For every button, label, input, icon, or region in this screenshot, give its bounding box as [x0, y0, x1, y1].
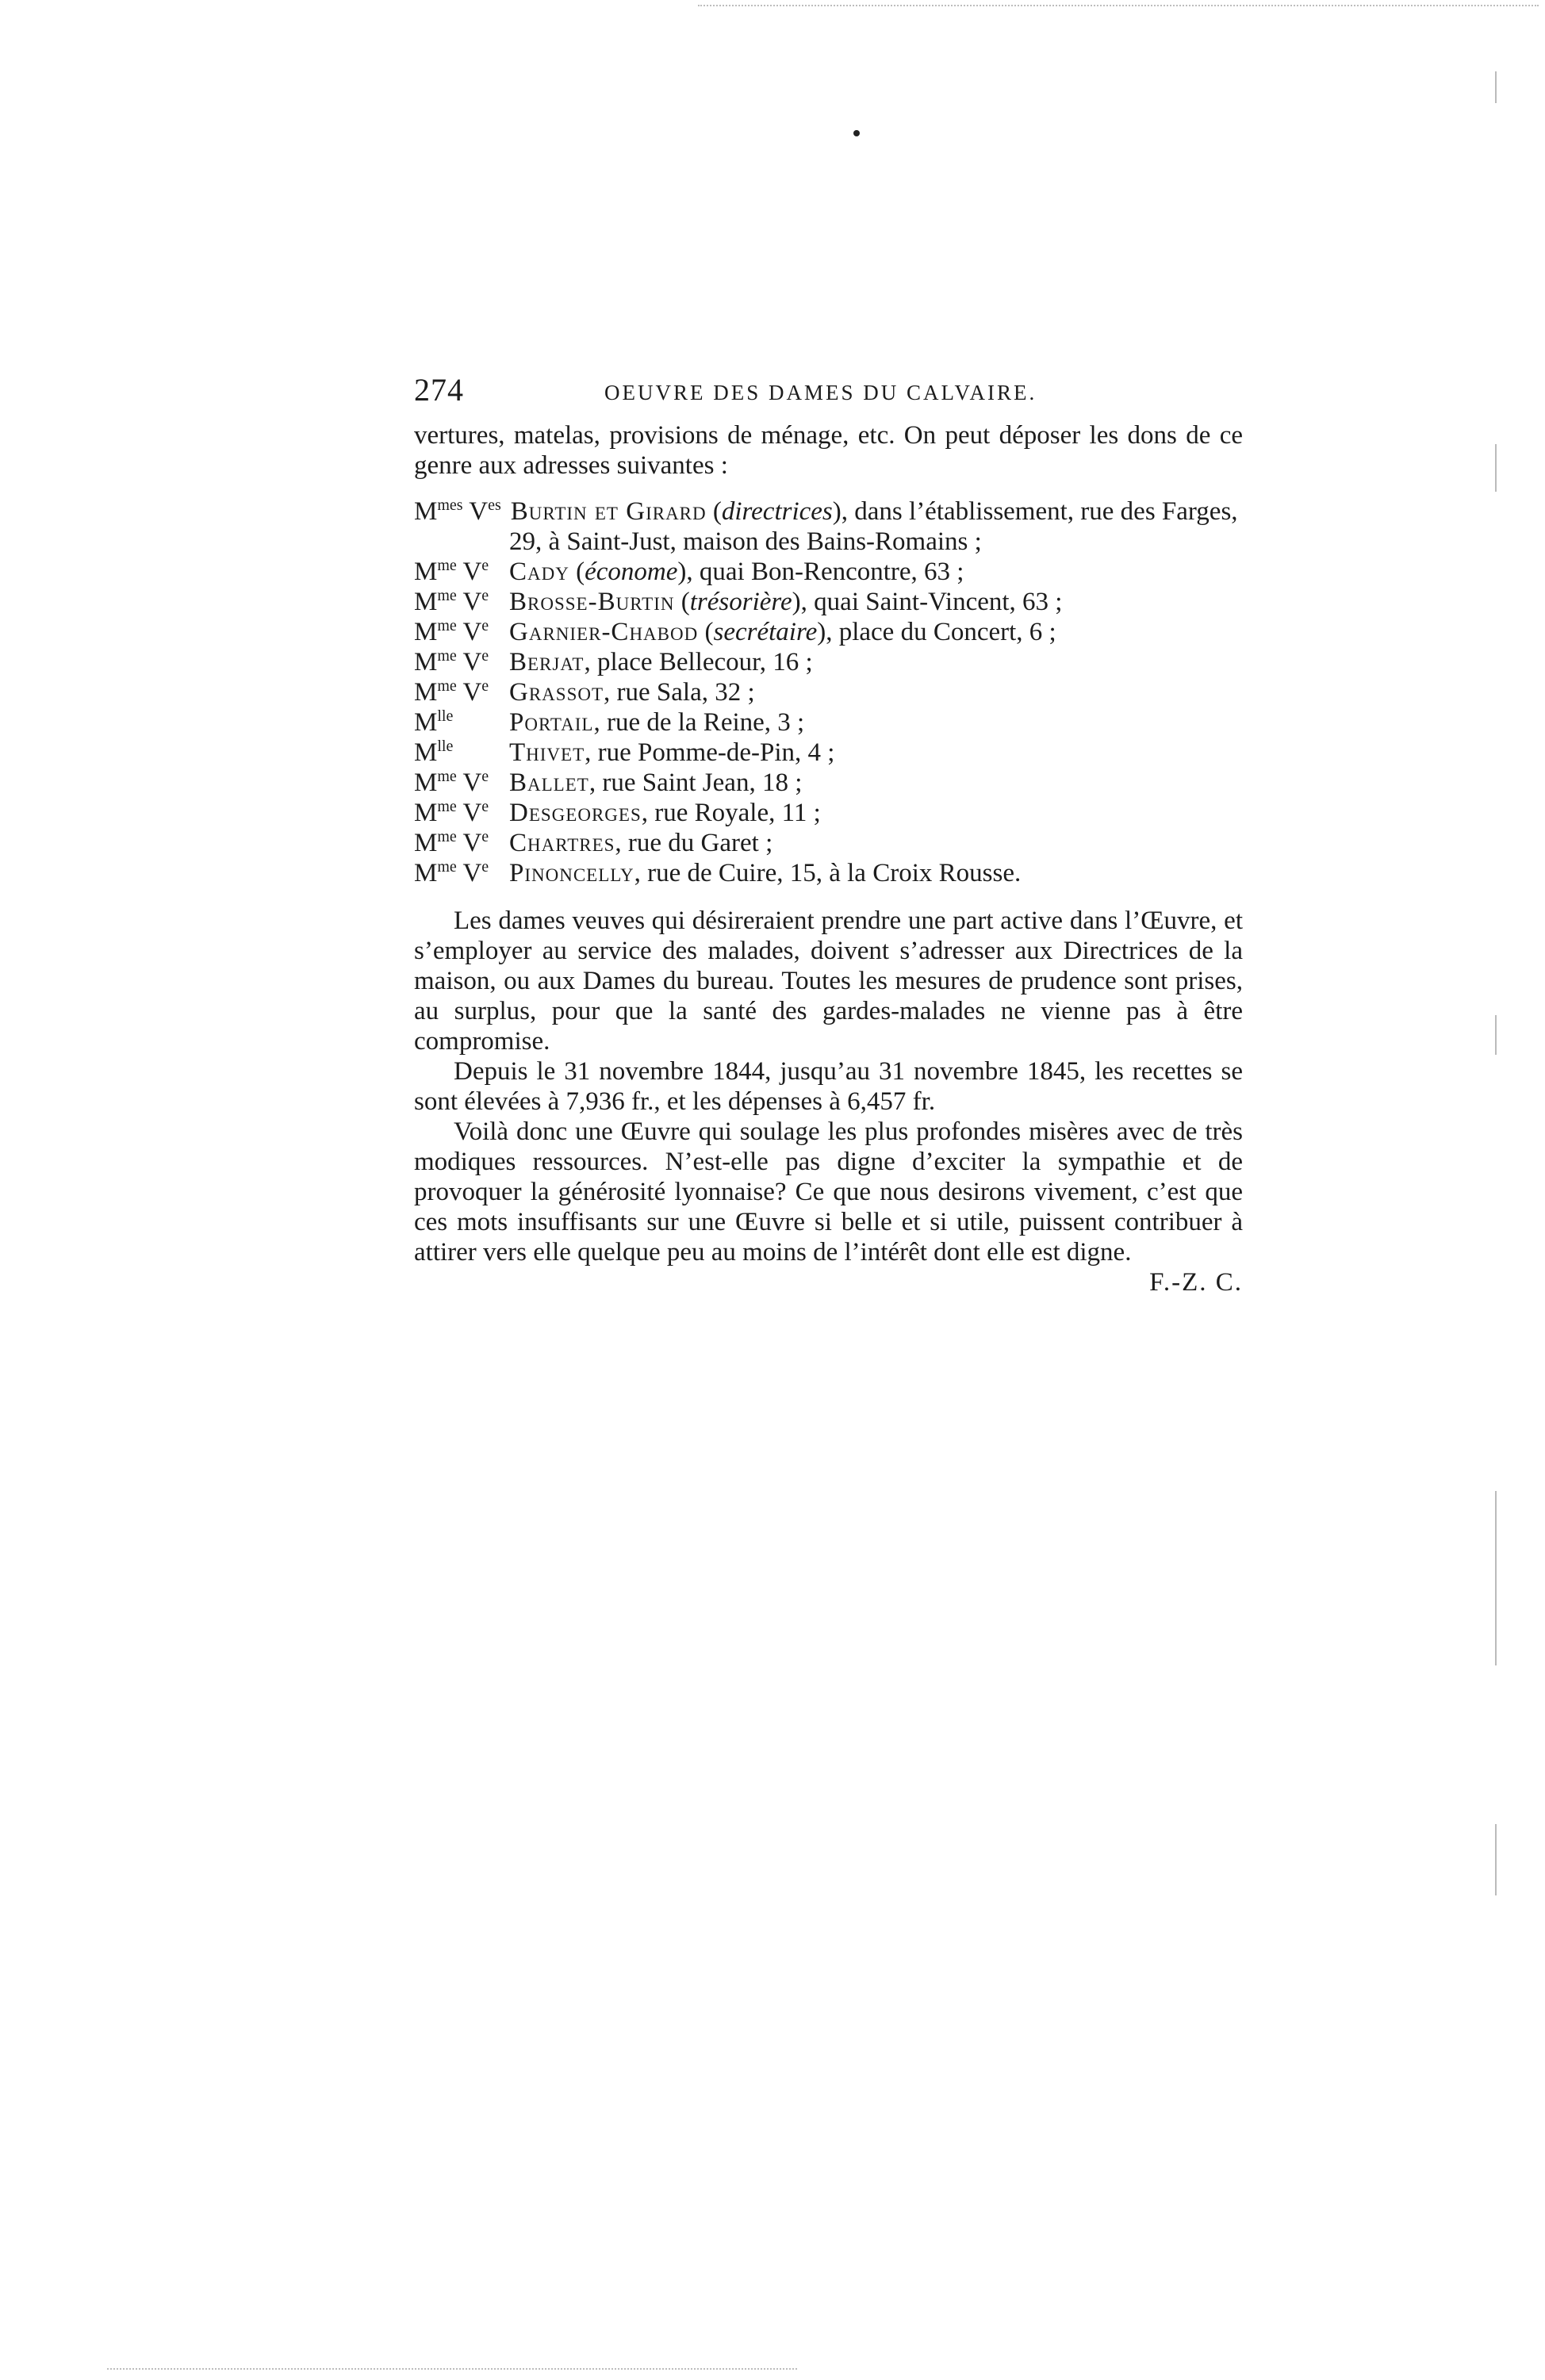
donor-widow: Ve [462, 677, 489, 707]
donor-name: Thivet [509, 738, 585, 767]
body-paragraph: Voilà donc une Œuvre qui soulage les plus profondes misères avec de très modiques ressources. N’est-elle pas digne d’exciter la sympathie et de provoquer la générosité lyonnaise? Ce que nous desirons vivement, c’est que ces mots insuffisants sur une Œuvre si belle et si utile, puissent contribuer à attirer vers elle quelque peu au moins de l’intérêt dont elle est digne. [414, 1117, 1243, 1267]
donor-widow: Ve [462, 828, 489, 857]
donor-title: $M^{lle}$ [414, 707, 454, 737]
donor-prefix [414, 617, 509, 647]
donor-entry: $M^{me}$ Ve Pinoncelly, rue de Cuire, 15, à la Croix Rousse. [414, 858, 1022, 887]
donor-prefix [414, 798, 509, 828]
donor-address: rue du Garet ; [627, 829, 773, 857]
donor-entry: $M^{me}$ Ve Chartres, rue du Garet ; [414, 828, 773, 857]
page-edge-mark [1495, 71, 1497, 103]
page-edge-mark [1495, 444, 1497, 492]
donor-entry: $M^{me}$ Ve Ballet, rue Saint Jean, 18 ; [414, 768, 803, 797]
donor-address: quai Saint-Vincent, 63 ; [814, 588, 1063, 616]
signature: F.-Z. C. [1149, 1268, 1243, 1297]
donor-entry: $M^{lle}$ Thivet, rue Pomme-de-Pin, 4 ; [414, 738, 835, 767]
donor-prefix [414, 557, 509, 587]
page-number: 274 [414, 372, 464, 408]
donor-name: Brosse-Burtin [509, 588, 675, 616]
donor-address: rue Royale, 11 ; [654, 799, 821, 827]
donor-title: $M^{me}$ [414, 587, 457, 616]
donor-widow: Ve [462, 557, 489, 586]
donor-name: Garnier-Chabod [509, 618, 699, 646]
page-edge-mark [1495, 1491, 1497, 1665]
donor-entry: $M^{me}$ Ve Berjat, place Bellecour, 16 ; [414, 647, 813, 676]
donor-role: économe [585, 558, 678, 586]
donor-widow: Ve [462, 858, 489, 887]
donor-title: $M^{me}$ [414, 617, 457, 646]
donor-prefix [414, 858, 509, 888]
donor-entry: $M^{me}$ Ve Cady (économe), quai Bon-Rencontre, 63 ; [414, 557, 964, 586]
donor-address: place Bellecour, 16 ; [596, 648, 813, 676]
donor-widow: Ve [462, 768, 489, 797]
donor-prefix [414, 496, 501, 527]
donor-name: Cady [509, 558, 569, 586]
body-paragraphs [414, 906, 1243, 1267]
donor-widow: Ve [462, 798, 489, 827]
body-paragraph: Les dames veuves qui désireraient prendre une part active dans l’Œuvre, et s’employer au service des malades, doivent s’adresser aux Directrices de la maison, ou aux Dames du bureau. Toutes les mesures de prudence sont prises, au surplus, pour que la santé des gardes-malades ne vienne pas à être compromise. [414, 906, 1243, 1056]
donor-prefix [414, 587, 509, 617]
donor-name: Portail [509, 708, 594, 737]
donor-name: Burtin et Girard [510, 497, 707, 526]
body-paragraph: Depuis le 31 novembre 1844, jusqu’au 31 novembre 1845, les recettes se sont élevées à 7,936 fr., et les dépenses à 6,457 fr. [414, 1057, 1243, 1116]
donor-address: rue Sala, 32 ; [616, 678, 755, 707]
donor-title: $M^{me}$ [414, 677, 457, 707]
donor-name: Berjat [509, 648, 585, 676]
donor-address: rue Saint Jean, 18 ; [602, 768, 803, 797]
donor-title: $M^{me}$ [414, 828, 457, 857]
donor-role: directrices [721, 497, 833, 526]
running-title: OEUVRE DES DAMES DU CALVAIRE. [604, 381, 1037, 404]
donor-title: $M^{mes}$ [414, 496, 463, 526]
donor-name: Pinoncelly [509, 859, 634, 887]
donor-title: $M^{lle}$ [414, 738, 454, 767]
donor-name: Chartres [509, 829, 615, 857]
donor-title: $M^{me}$ [414, 798, 457, 827]
scan-artifact-top [698, 5, 1539, 6]
donor-widow: $V^{es}$ [469, 496, 501, 526]
donor-widow: Ve [462, 587, 489, 616]
donor-entry: $M^{lle}$ Portail, rue de la Reine, 3 ; [414, 707, 805, 737]
donor-title: $M^{me}$ [414, 768, 457, 797]
donor-entry: $M^{me}$ Ve Grassot, rue Sala, 32 ; [414, 677, 755, 707]
donor-title: $M^{me}$ [414, 557, 457, 586]
donor-entry: $M^{me}$ Ve Garnier-Chabod (secrétaire), place du Concert, 6 ; [414, 617, 1056, 646]
donor-prefix [414, 828, 509, 858]
donor-address: dans l’établissement, rue des Farges, 29, à Saint-Just, maison des Bains-Romains ; [509, 497, 1238, 556]
donor-address: rue de la Reine, 3 ; [606, 708, 805, 737]
page-edge-mark [1495, 1015, 1497, 1055]
donor-entry: $M^{mes}$ $V^{es}$ Burtin et Girard (directrices), dans l’établissement, rue des Farges, 29, à Saint-Just, maison des Bains-Romains ; [414, 496, 1238, 556]
page-edge-mark [1495, 1824, 1497, 1895]
donor-prefix [414, 647, 509, 677]
donor-widow: Ve [462, 647, 489, 676]
page-body [414, 420, 1243, 1297]
donor-prefix [414, 677, 509, 707]
donor-widow: Ve [462, 617, 489, 646]
donor-address: place du Concert, 6 ; [838, 618, 1056, 646]
donor-address: rue Pomme-de-Pin, 4 ; [597, 738, 835, 767]
donor-address: rue de Cuire, 15, à la Croix Rousse. [647, 859, 1022, 887]
page-header [414, 365, 1112, 412]
donor-title: $M^{me}$ [414, 647, 457, 676]
intro-text: vertures, matelas, provisions de ménage, etc. On peut déposer les dons de ce genre aux adresses suivantes : [414, 421, 1243, 480]
donor-name: Desgeorges [509, 799, 642, 827]
donor-role: trésorière [689, 588, 792, 616]
donor-prefix [414, 707, 509, 738]
ink-spot [853, 130, 860, 136]
donor-entry: $M^{me}$ Ve Desgeorges, rue Royale, 11 ; [414, 798, 821, 827]
donor-prefix [414, 738, 509, 768]
donor-name: Ballet [509, 768, 589, 797]
donor-address: quai Bon-Rencontre, 63 ; [699, 558, 964, 586]
scan-artifact-bottom [107, 2368, 797, 2370]
donor-entry: $M^{me}$ Ve Brosse-Burtin (trésorière), quai Saint-Vincent, 63 ; [414, 587, 1063, 616]
donor-list [414, 496, 1243, 888]
donor-title: $M^{me}$ [414, 858, 457, 887]
donor-name: Grassot [509, 678, 604, 707]
donor-role: secrétaire [713, 618, 818, 646]
donor-prefix [414, 768, 509, 798]
